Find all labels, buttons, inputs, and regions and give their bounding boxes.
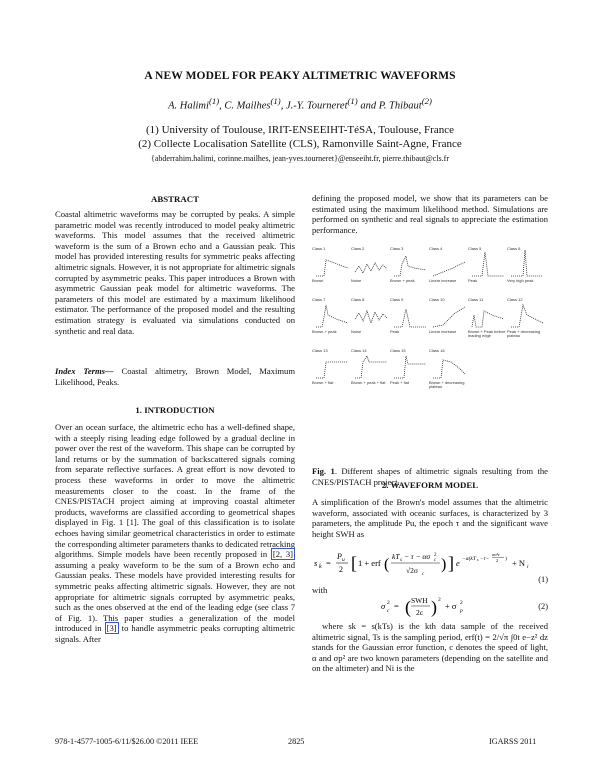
svg-text:k: k: [319, 564, 322, 570]
intro-text-part-c: to handle asymmetric peaks corrupting altimetric signals. After: [55, 623, 295, 644]
waveform-class-label: Class 6: [507, 246, 521, 251]
abstract-heading: ABSTRACT: [151, 194, 199, 204]
waveform-class-14: [351, 348, 389, 398]
waveform-class-7: [312, 297, 350, 347]
svg-text:c: c: [422, 572, 425, 577]
waveform-class-plot: [468, 246, 506, 280]
waveform-class-caption: Brown + peak: [390, 278, 415, 283]
author-emails: {abderrahim.halimi, corinne.mailhes, jean-yves.tourneret}@enseeiht.fr, pierre.thibaut@cls.fr: [151, 154, 449, 163]
waveform-class-curve: [511, 305, 543, 327]
introduction-heading: 1. INTRODUCTION: [135, 405, 215, 415]
svg-text:2: 2: [434, 553, 437, 558]
svg-text:2c: 2c: [416, 608, 424, 617]
svg-text:s: s: [400, 558, 402, 563]
waveform-class-label: Class 15: [390, 348, 406, 353]
waveform-class-9: [390, 297, 428, 347]
svg-text:σ: σ: [381, 601, 386, 611]
waveform-class-caption: Peak + flat: [390, 380, 410, 385]
waveform-class-plot: [507, 246, 545, 280]
waveform-class-label: Class 7: [312, 297, 326, 302]
svg-text:c: c: [387, 608, 390, 614]
waveform-class-plot: [429, 246, 467, 280]
waveform-class-plot: [507, 297, 545, 331]
svg-text:P: P: [337, 552, 342, 561]
waveform-class-caption: Noise: [351, 329, 362, 334]
waveform-class-4: [429, 246, 467, 296]
svg-text:): ): [431, 597, 437, 617]
waveform-class-6: [507, 246, 545, 296]
waveform-class-12: [507, 297, 545, 347]
svg-text:e: e: [456, 558, 460, 568]
equation-with: with: [312, 585, 328, 595]
waveform-class-plot: [351, 348, 389, 382]
svg-text:+ N: + N: [512, 558, 526, 568]
waveform-class-curve: [472, 252, 504, 276]
svg-text:s: s: [314, 558, 318, 568]
waveform-class-curve: [433, 262, 465, 276]
waveform-class-label: Class 1: [312, 246, 326, 251]
equation-2: [312, 591, 548, 621]
footer-page-number: 2825: [288, 737, 305, 746]
svg-text:SWH: SWH: [411, 596, 428, 605]
svg-text:ασ²c: ασ²c: [492, 552, 500, 557]
svg-text:): ): [441, 556, 447, 573]
waveform-class-label: Class 11: [468, 297, 484, 302]
svg-text:2: 2: [387, 600, 390, 606]
waveform-class-curve: [394, 356, 426, 378]
waveform-class-label: Class 14: [351, 348, 367, 353]
waveform-class-1: [312, 246, 350, 296]
svg-text:c: c: [434, 558, 437, 563]
svg-text:i: i: [527, 564, 529, 570]
waveform-class-caption: Brown: [312, 278, 324, 283]
waveform-class-13: [312, 348, 350, 398]
waveform-class-curve: [433, 307, 465, 327]
svg-text:=: =: [394, 601, 399, 611]
waveform-class-5: [468, 246, 506, 296]
waveform-class-caption: Peak: [390, 329, 400, 334]
svg-text:1 + erf: 1 + erf: [358, 558, 381, 568]
waveform-class-curve: [511, 250, 543, 276]
waveform-class-plot: [390, 246, 428, 280]
waveform-class-curve: [433, 360, 465, 378]
waveform-class-15: [390, 348, 428, 398]
svg-text:−α(kT: −α(kT: [462, 556, 476, 562]
waveform-class-curve: [394, 256, 426, 276]
waveform-where-text: where sk = s(kTs) is the kth data sample of the received altimetric signal, Ts is the sampling period, erf(t) = 2/√π ∫0t e−z² dz stands for the Gaussian error function, c denotes the speed of light, α and σp² are two known parameters (depending on the satellite and on the altimeter) and Ni is the: [312, 621, 548, 674]
waveform-class-3: [390, 246, 428, 296]
svg-text:u: u: [342, 557, 345, 563]
waveform-class-label: Class 2: [351, 246, 365, 251]
footer-isbn: 978-1-4577-1005-6/11/$26.00 ©2011 IEEE: [55, 737, 199, 746]
waveform-class-plot: [312, 246, 350, 280]
abstract-text: Coastal altimetric waveforms may be corrupted by peaks. A simple parametric model was recently introduced to model peaky altimetric waveforms. This model assumes that the received altimetric waveform is the sum of a Brown echo and a Gaussian peak. This model has provided interesting results for symmetric peaks affecting altimetric signals. However, it is not appropriate for altimetric signals corrupted by asymmetric peaks. This paper introduces a Brown with asymmetric Gaussian peak model for altimetric waveforms. The parameters of this model are estimated by a maximum likelihood estimator. The performance of the proposed model and the resulting estimation strategy is evaluated via simulations conducted on synthetic and real data.: [55, 209, 295, 336]
waveform-class-8: [351, 297, 389, 347]
waveform-class-plot: [468, 297, 506, 331]
waveform-class-2: [351, 246, 389, 296]
waveform-class-label: Class 9: [390, 297, 404, 302]
waveform-class-plot: [390, 297, 428, 331]
svg-text:− τ − ασ: − τ − ασ: [404, 552, 431, 561]
waveform-class-caption: Peak: [468, 278, 478, 283]
waveform-class-label: Class 13: [312, 348, 328, 353]
waveform-class-curve: [316, 260, 348, 276]
svg-text:s: s: [477, 557, 479, 562]
waveform-class-11: [468, 297, 506, 347]
introduction-text: [55, 422, 295, 644]
waveform-class-curve: [355, 311, 387, 323]
affiliation-1: (1) University of Toulouse, IRIT-ENSEEIHT-TéSA, Toulouse, France: [146, 124, 454, 136]
svg-text:+ σ: + σ: [445, 601, 457, 611]
waveform-model-heading: 2. WAVEFORM MODEL: [381, 480, 479, 490]
waveform-class-label: Class 8: [351, 297, 365, 302]
waveform-class-curve: [472, 311, 504, 327]
waveform-class-curve: [355, 356, 387, 378]
svg-text:]: ]: [448, 553, 454, 573]
waveform-class-label: Class 5: [468, 246, 482, 251]
svg-text:2: 2: [496, 558, 499, 563]
equation-2-number: (2): [538, 602, 548, 611]
waveform-class-curve: [316, 362, 348, 378]
waveform-class-label: Class 12: [507, 297, 523, 302]
waveform-class-plot: [390, 348, 428, 382]
intro-text-part-a: Over an ocean surface, the altimetric echo has a well-defined shape, with a steeply rising leading edge followed by a gradual decline in power over the rest of the waveform. This shape can be corrupted by land returns or by the summation of backscattered signals coming from separate reflective surfaces. A great effort is now devoted to process these waveforms in order to move the altimetric measurements closer to the coast. In the frame of the CNES/PISTACH project aiming at improving coastal altimeter products, waveforms are classified according to geometrical shapes displayed in Fig. 1 [1]. The goal of this classification is to isolate echoes having similar geometrical characteristics in order to estimate the corresponding altimeter parameters thanks to dedicated retracking algorithms. Simple models have been recently proposed in: [55, 422, 295, 560]
svg-text:p: p: [460, 608, 463, 614]
svg-text:(: (: [384, 556, 390, 573]
index-terms: [55, 366, 295, 387]
svg-text:2: 2: [339, 565, 343, 574]
equation-1-number: (1): [538, 575, 548, 584]
svg-text:−τ−: −τ−: [480, 556, 490, 562]
paper-title: A NEW MODEL FOR PEAKY ALTIMETRIC WAVEFORMS: [144, 70, 456, 82]
affiliation-2: (2) Collecte Localisation Satellite (CLS), Ramonville Saint-Agne, France: [138, 138, 462, 150]
waveform-class-label: Class 10: [429, 297, 445, 302]
waveform-class-10: [429, 297, 467, 347]
svg-text:): ): [505, 556, 507, 562]
waveform-class-caption: Peak + decreasing plateau: [507, 329, 541, 339]
waveform-class-plot: [429, 348, 467, 382]
waveform-class-plot: [312, 348, 350, 382]
waveform-class-label: Class 16: [429, 348, 445, 353]
author-list: A. Halimi$^{(1)}$, C. Mailhes$^{(1)}$, J.-Y. Tourneret$^{(1)}$ and P. Thibaut$^{(2)}$: [168, 96, 432, 112]
waveform-model-text: A simplification of the Brown's model assumes that the altimetric waveform, associated with oceanic surfaces, is characterized by 3 parameters, the amplitude Pu, the epoch τ and the significant wave height SWH as: [312, 497, 548, 539]
intro-text-part-b: assuming a peaky waveform to be the sum of a Brown echo and Gaussian peaks. These models have provided interesting results for symmetric peaks affecting altimetric signals. However, they are not appropriate for altimetric signals corrupted by asymmetric peaks, such as the ones observed at the end of the leading edge (see class 7 of Fig. 1). This paper studies a generalization of the model introduced in: [55, 559, 295, 634]
waveform-class-plot: [429, 297, 467, 331]
right-intro-text: defining the proposed model, we show that its parameters can be estimated using the maximum likelihood method. Simulations are performed on synthetic and real signals to appreciate the estimation performance.: [312, 193, 548, 235]
waveform-class-label: Class 3: [390, 246, 404, 251]
waveform-class-label: Class 4: [429, 246, 443, 251]
citation-link-2-3[interactable]: [2, 3]: [272, 549, 293, 560]
figure-caption-text: . Different shapes of altimetric signals resulting from the CNES/PISTACH project.: [312, 466, 548, 487]
svg-text:2: 2: [438, 597, 441, 603]
index-terms-text: Coastal altimetry, Brown Model, Maximum Likelihood, Peaks.: [55, 366, 296, 387]
waveform-class-caption: Brown + decreasing plateau: [429, 380, 465, 390]
waveform-class-curve: [355, 263, 387, 273]
citation-link-3[interactable]: [3]: [106, 623, 117, 634]
waveform-class-plot: [351, 246, 389, 280]
waveform-class-caption: Brown + Peak before leading edge: [468, 329, 506, 339]
waveform-class-caption: Noise: [351, 278, 362, 283]
waveform-class-caption: Brown + peak + flat: [351, 380, 386, 385]
waveform-class-caption: Brown + peak: [312, 329, 337, 334]
waveform-class-caption: Brown + flat: [312, 380, 334, 385]
waveform-class-curve: [316, 305, 348, 327]
svg-text:(: (: [405, 597, 411, 617]
figure-caption-label: Fig. 1: [312, 466, 335, 476]
svg-text:[: [: [351, 553, 357, 573]
waveform-class-16: [429, 348, 467, 398]
footer-conference: IGARSS 2011: [489, 737, 537, 746]
waveform-class-plot: [312, 297, 350, 331]
equation-2-graphic: [312, 591, 548, 621]
waveform-class-caption: Linear increase: [429, 278, 457, 283]
figure-1: [312, 246, 548, 458]
svg-text:=: =: [326, 558, 331, 568]
waveform-class-curve: [394, 309, 426, 327]
waveform-class-caption: Linear increase: [429, 329, 457, 334]
waveform-class-plot: [351, 297, 389, 331]
index-terms-label: Index Terms—: [55, 366, 114, 376]
waveform-class-caption: Very high peak: [507, 278, 534, 283]
svg-text:kT: kT: [392, 552, 400, 561]
svg-text:√2σ: √2σ: [406, 566, 418, 575]
svg-text:2: 2: [460, 600, 463, 606]
equation-1: [312, 544, 548, 584]
equation-1-graphic: [312, 544, 548, 584]
